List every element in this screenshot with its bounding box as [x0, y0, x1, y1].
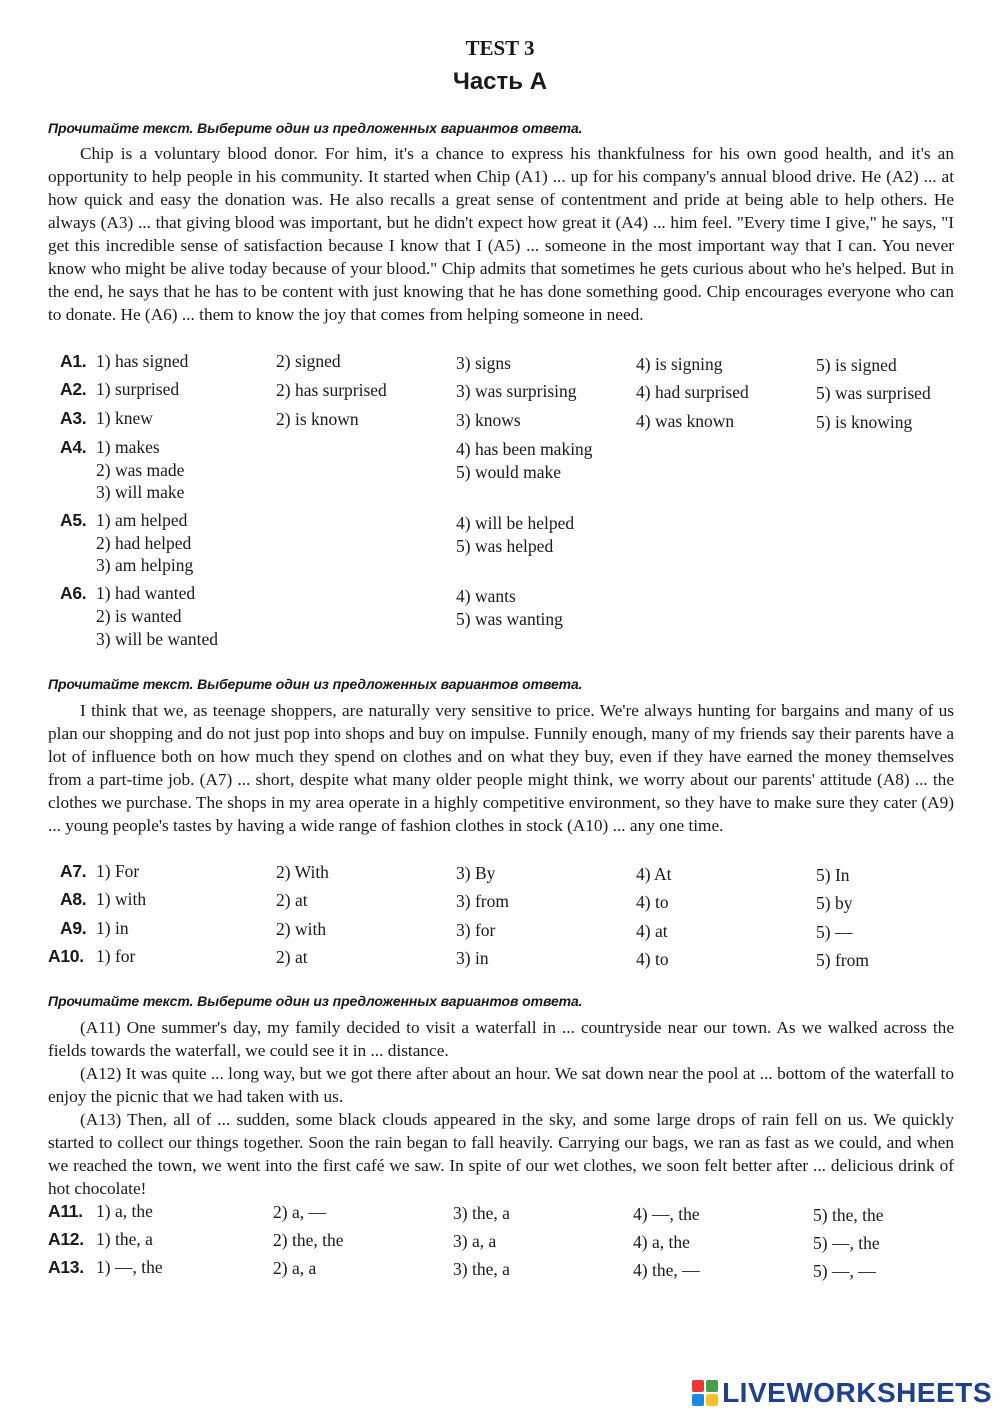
option-a3-1[interactable]: 1) knew [96, 408, 153, 428]
question-label-a11: A11. [48, 1201, 83, 1221]
section-3-paragraph-a13: (A13) Then, all of ... sudden, some black clouds appeared in the sky, and some large drops of rain fell on us. We quickly started to collect our things together. Soon the rain began to fall heavily. Carrying our bags, we ran as fast as we could, and when we reached the town, we went into the first café we saw. In spite of our wet clothes, we soon felt better after ... delicious drink of hot chocolate! [48, 1110, 954, 1198]
option-a10-5[interactable]: 5) from [816, 950, 869, 970]
option-a5-2[interactable]: 2) had helped [96, 533, 192, 553]
option-a6-5[interactable]: 5) was wanting [456, 609, 563, 629]
question-label-a7: A7. [60, 861, 87, 881]
option-a8-1[interactable]: 1) with [96, 889, 147, 909]
option-a1-2[interactable]: 2) signed [276, 351, 341, 371]
liveworksheets-text: LIVEWORKSHEETS [722, 1377, 992, 1408]
option-a4-4[interactable]: 4) has been making [456, 439, 593, 459]
option-a5-3[interactable]: 3) am helping [96, 555, 194, 575]
option-a9-3[interactable]: 3) for [456, 920, 496, 940]
liveworksheets-icon [692, 1380, 718, 1406]
option-a9-1[interactable]: 1) in [96, 918, 129, 938]
section-1-instruction: Прочитайте текст. Выберите один из предложенных вариантов ответа. [48, 120, 583, 136]
section-2-text [48, 699, 954, 837]
option-a12-3[interactable]: 3) a, a [453, 1231, 497, 1251]
part-title: Часть А [452, 68, 548, 95]
logo-square-blue [692, 1394, 704, 1406]
option-a8-2[interactable]: 2) at [276, 890, 308, 910]
option-a2-2[interactable]: 2) has surprised [276, 380, 387, 400]
option-a8-4[interactable]: 4) to [636, 892, 669, 912]
option-a2-4[interactable]: 4) had surprised [636, 382, 749, 402]
section-1-paragraph: Chip is a voluntary blood donor. For him, it's a chance to express his thankfulness for his own good health, and it's an opportunity to help people in his community. It started when Chip (A1) ... up for his company's annual blood drive. He (A2) ... at how quick and easy the donation was. He also recalls a great sense of contentment and pride at being able to help others. He always (A3) ... that giving blood was important, but he didn't expect how great it (A4) ... him feel. "Every time I give," he says, "I get this incredible sense of satisfaction because I know that I (A5) ... someone in the most important way that I can. You never know who might be alive today because of your blood." Chip admits that sometimes he gets curious about who he's helped. But in the end, he says that he has to be content with just knowing that he has done something good. Chip encourages everyone who can to donate. He (A6) ... them to know the joy that comes from helping someone in need. [48, 144, 954, 324]
option-a11-5[interactable]: 5) the, the [813, 1205, 884, 1225]
question-label-a4: A4. [60, 437, 87, 457]
logo-square-green [706, 1380, 718, 1392]
option-a2-3[interactable]: 3) was surprising [456, 381, 577, 401]
option-a10-2[interactable]: 2) at [276, 947, 308, 967]
option-a12-1[interactable]: 1) the, a [96, 1229, 153, 1249]
option-a7-5[interactable]: 5) In [816, 865, 850, 885]
option-a2-5[interactable]: 5) was surprised [816, 383, 931, 403]
question-label-a2: A2. [60, 379, 87, 399]
question-label-a9: A9. [60, 918, 87, 938]
section-3-instruction: Прочитайте текст. Выберите один из предложенных вариантов ответа. [48, 993, 583, 1009]
section-3-text [48, 1016, 954, 1200]
option-a5-5[interactable]: 5) was helped [456, 536, 554, 556]
option-a13-3[interactable]: 3) the, a [453, 1259, 510, 1279]
option-a12-5[interactable]: 5) —, the [813, 1233, 880, 1253]
option-a11-1[interactable]: 1) a, the [96, 1201, 153, 1221]
option-a9-2[interactable]: 2) with [276, 919, 327, 939]
section-3-paragraph-a11: (A11) One summer's day, my family decided to visit a waterfall in ... countryside near our town. As we walked across the fields towards the waterfall, we could see it in ... distance. [48, 1018, 954, 1060]
option-a11-3[interactable]: 3) the, a [453, 1203, 510, 1223]
option-a1-4[interactable]: 4) is signing [636, 354, 723, 374]
option-a4-2[interactable]: 2) was made [96, 460, 185, 480]
logo-square-red [692, 1380, 704, 1392]
option-a6-2[interactable]: 2) is wanted [96, 606, 182, 626]
option-a12-2[interactable]: 2) the, the [273, 1230, 344, 1250]
option-a9-4[interactable]: 4) at [636, 921, 668, 941]
question-label-a12: A12. [48, 1229, 84, 1249]
option-a4-3[interactable]: 3) will make [96, 482, 185, 502]
option-a13-4[interactable]: 4) the, — [633, 1260, 700, 1280]
option-a10-4[interactable]: 4) to [636, 949, 669, 969]
option-a12-4[interactable]: 4) a, the [633, 1232, 690, 1252]
option-a4-5[interactable]: 5) would make [456, 462, 561, 482]
option-a6-3[interactable]: 3) will be wanted [96, 629, 218, 649]
option-a13-1[interactable]: 1) —, the [96, 1257, 163, 1277]
section-2-instruction: Прочитайте текст. Выберите один из предложенных вариантов ответа. [48, 676, 583, 692]
question-label-a10: A10. [48, 946, 84, 966]
option-a7-1[interactable]: 1) For [96, 861, 140, 881]
option-a6-4[interactable]: 4) wants [456, 586, 516, 606]
option-a4-1[interactable]: 1) makes [96, 437, 160, 457]
option-a3-2[interactable]: 2) is known [276, 409, 359, 429]
option-a2-1[interactable]: 1) surprised [96, 379, 180, 399]
option-a1-5[interactable]: 5) is signed [816, 355, 897, 375]
question-label-a1: A1. [60, 351, 87, 371]
option-a3-5[interactable]: 5) is knowing [816, 412, 913, 432]
option-a10-3[interactable]: 3) in [456, 948, 489, 968]
question-label-a3: A3. [60, 408, 87, 428]
option-a5-4[interactable]: 4) will be helped [456, 513, 575, 533]
section-1-text [48, 142, 954, 326]
option-a8-5[interactable]: 5) by [816, 893, 853, 913]
option-a10-1[interactable]: 1) for [96, 946, 136, 966]
option-a1-3[interactable]: 3) signs [456, 353, 511, 373]
option-a13-5[interactable]: 5) —, — [813, 1261, 876, 1281]
option-a9-5[interactable]: 5) — [816, 922, 853, 942]
option-a11-2[interactable]: 2) a, — [273, 1202, 326, 1222]
option-a8-3[interactable]: 3) from [456, 891, 509, 911]
question-label-a8: A8. [60, 889, 87, 909]
option-a7-2[interactable]: 2) With [276, 862, 329, 882]
logo-square-yellow [706, 1394, 718, 1406]
option-a7-3[interactable]: 3) By [456, 863, 496, 883]
option-a13-2[interactable]: 2) a, a [273, 1258, 317, 1278]
option-a5-1[interactable]: 1) am helped [96, 510, 188, 530]
option-a3-3[interactable]: 3) knows [456, 410, 521, 430]
option-a11-4[interactable]: 4) —, the [633, 1204, 700, 1224]
liveworksheets-logo [692, 1377, 992, 1409]
option-a3-4[interactable]: 4) was known [636, 411, 735, 431]
section-2-paragraph: I think that we, as teenage shoppers, are naturally very sensitive to price. We're always hunting for bargains and many of us plan our shopping and do not just pop into shops and buy on impulse. Funnily enough, many of my friends say their parents have a lot of influence both on how much they spend on clothes and on what they buy, even if they have earned the money themselves from a part-time job. (A7) ... short, despite what many older people might think, we worry about our parents' attitude (A8) ... the clothes we purchase. The shops in my area operate in a highly competitive environment, so they have to make sure they cater (A9) ... young people's tastes by having a wide range of fashion clothes in stock (A10) ... any one time. [48, 701, 954, 835]
question-label-a5: A5. [60, 510, 87, 530]
question-label-a13: A13. [48, 1257, 84, 1277]
option-a1-1[interactable]: 1) has signed [96, 351, 189, 371]
option-a7-4[interactable]: 4) At [636, 864, 672, 884]
section-3-paragraph-a12: (A12) It was quite ... long way, but we got there after about an hour. We sat down near the pool at ... bottom of the waterfall to enjoy the picnic that we had taken with us. [48, 1064, 954, 1106]
question-label-a6: A6. [60, 583, 87, 603]
test-title: TEST 3 [465, 36, 535, 60]
option-a6-1[interactable]: 1) had wanted [96, 583, 196, 603]
